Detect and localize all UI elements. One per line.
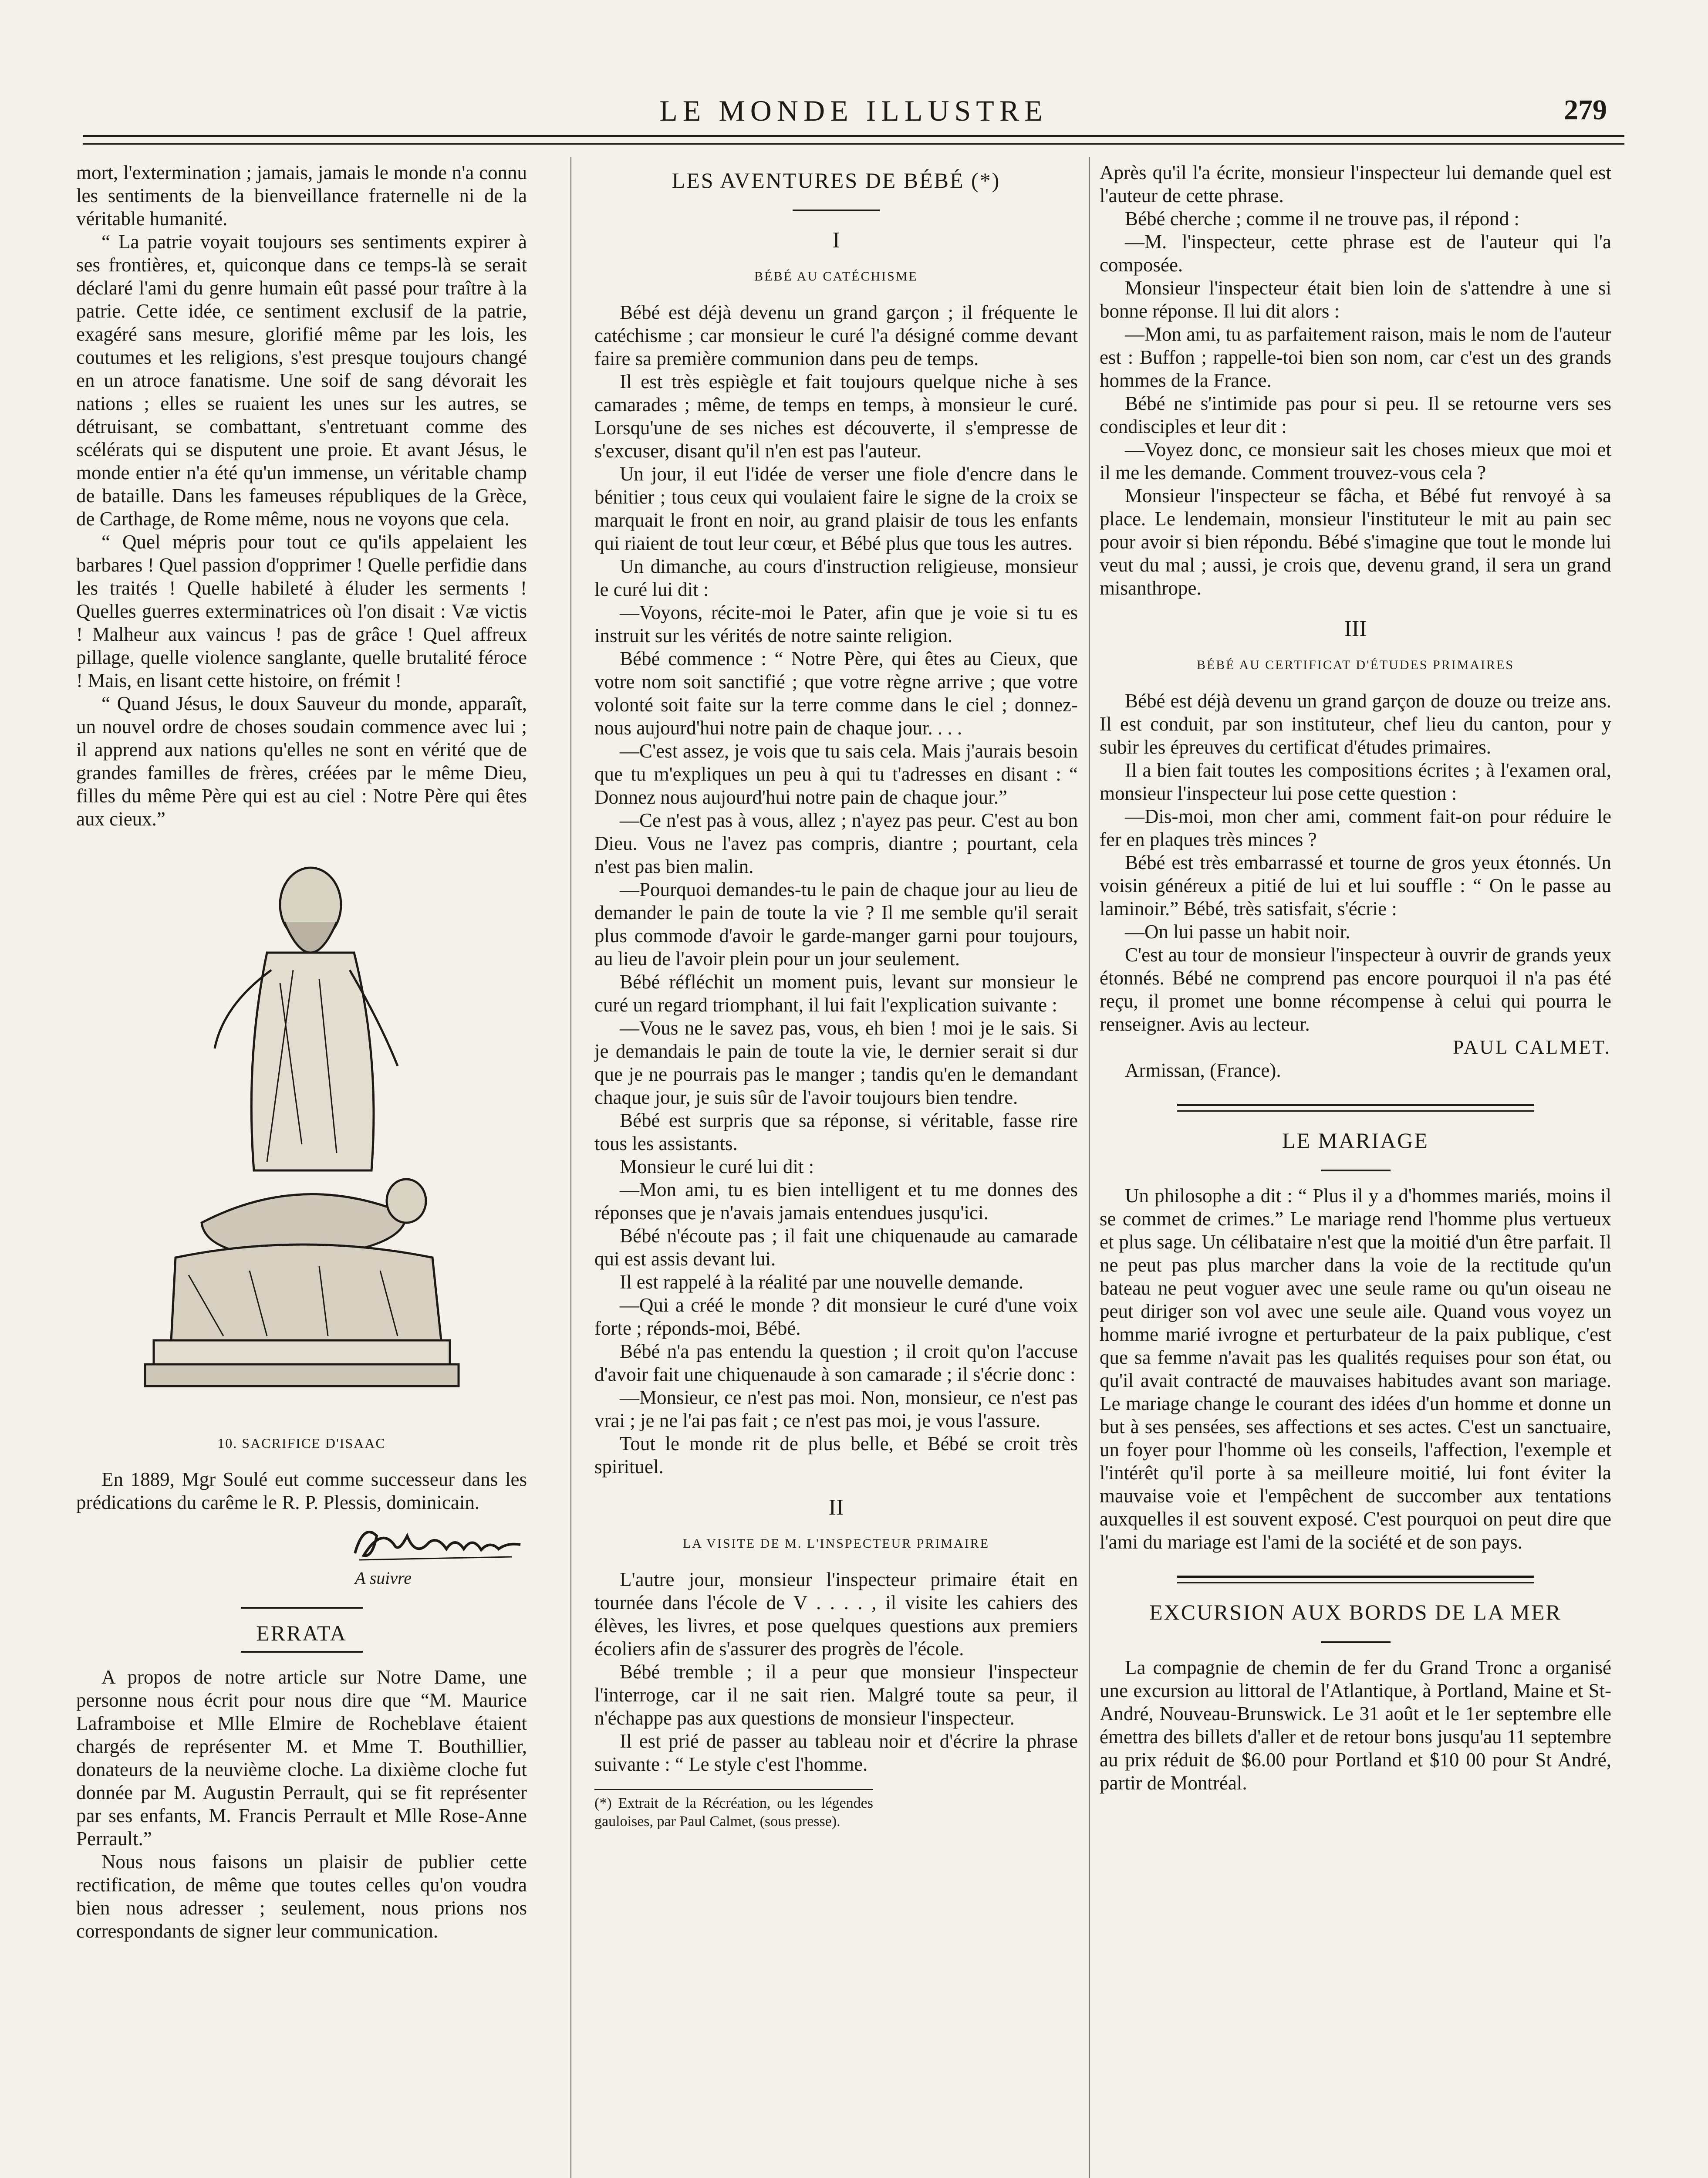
paragraph: Bébé est très embarrassé et tourne de gros yeux étonnés. Un voisin généreux a pitié de lui et lui souffle : “ On le passe au laminoir.” Bébé, très satisfait, s'écrie : (1100, 852, 1611, 920)
column-divider (570, 157, 571, 2178)
section-title-mariage: LE MARIAGE (1282, 1128, 1429, 1153)
paragraph: Bébé est déjà devenu un grand garçon de douze ou treize ans. Il est conduit, par son instituteur, chef lieu du canton, pour y subir les épreuves du certificat d'études primaires. (1100, 690, 1611, 758)
paragraph: “ Quel mépris pour tout ce qu'ils appelaient les barbares ! Quel passion d'opprimer ! Quelle perfidie dans les traités ! Quelle habileté à éluder les serments ! Quelles guerres exterminatrices où l'on disait : Væ victis ! Malheur aux vaincus ! pas de grâce ! Quel affreux pillage, quelle violence sanglante, quelle brutalité féroce ! Mais, en lisant cette histoire, on frémit ! (76, 531, 527, 691)
paragraph: Bébé tremble ; il a peur que monsieur l'inspecteur l'interroge, car il ne sait rien. Malgré toute sa peur, il n'échappe pas aux questions de monsieur l'inspecteur. (594, 1661, 1078, 1729)
section-title-errata: ERRATA (256, 1621, 347, 1645)
paragraph: —M. l'inspecteur, cette phrase est de l'auteur qui l'a composée. (1100, 231, 1611, 276)
paragraph: Bébé ne s'intimide pas pour si peu. Il se retourne vers ses condisciples et leur dit : (1100, 392, 1611, 437)
paragraph: —Voyez donc, ce monsieur sait les choses mieux que moi et il me les demande. Comment trouvez-vous cela ? (1100, 439, 1611, 484)
paragraph: L'autre jour, monsieur l'inspecteur primaire était en tournée dans l'école de V . . . . , il visite les cahiers des élèves, les livres, et pose quelques questions aux premiers écoliers afin de s'assurer des progrès de l'école. (594, 1569, 1078, 1660)
to-be-continued: A suivre (355, 1568, 412, 1588)
chapter-number: III (1344, 616, 1367, 641)
paragraph: —C'est assez, je vois que tu sais cela. Mais j'aurais besoin que tu m'expliques un peu à qui tu t'adresses en disant : “ Donnez nous aujourd'hui notre pain de chaque jour.” (594, 740, 1078, 808)
paragraph: Bébé est surpris que sa réponse, si véritable, fasse rire tous les assistants. (594, 1109, 1078, 1154)
chapter-title: BÉBÉ AU CATÉCHISME (754, 269, 918, 284)
paragraph: Il est prié de passer au tableau noir et d'écrire la phrase suivante : “ Le style c'est l'homme. (594, 1730, 1078, 1775)
paragraph: —Dis-moi, mon cher ami, comment fait-on pour réduire le fer en plaques très minces ? (1100, 805, 1611, 850)
paragraph: Un dimanche, au cours d'instruction religieuse, monsieur le curé lui dit : (594, 555, 1078, 600)
paragraph: —Vous ne le savez pas, vous, eh bien ! moi je le sais. Si je demandais le pain de toute la vie, le dernier serait si dur que je ne pourrais pas le manger ; tandis qu'en le demandant chaque jour, je suis sûr de l'avoir toujours bien tendre. (594, 1017, 1078, 1108)
paragraph: Bébé commence : “ Notre Père, qui êtes au Cieux, que votre nom soit sanctifié ; que votre règne arrive ; que votre volonté soit faite sur la terre comme dans le ciel ; donnez-nous aujourd'hui notre pain de chaque jour. . . . (594, 648, 1078, 739)
chapter-title: BÉBÉ AU CERTIFICAT D'ÉTUDES PRIMAIRES (1196, 658, 1515, 672)
article-title: LES AVENTURES DE BÉBÉ (*) (672, 168, 1001, 193)
chapter-title: LA VISITE DE M. L'INSPECTEUR PRIMAIRE (682, 1536, 990, 1551)
paragraph: Bébé n'écoute pas ; il fait une chiquenaude au camarade qui est assis devant lui. (594, 1225, 1078, 1270)
column-2 (594, 161, 1078, 1831)
paragraph: —Mon ami, tu as parfaitement raison, mais le nom de l'auteur est : Buffon ; rappelle-toi bien son nom, car c'est un des grands hommes de la France. (1100, 323, 1611, 391)
section-rule (793, 210, 880, 211)
paragraph: Tout le monde rit de plus belle, et Bébé se croit très spirituel. (594, 1433, 1078, 1478)
paragraph: mort, l'extermination ; jamais, jamais le monde n'a connu les sentiments de la bienveillance fraternelle ni de la véritable humanité. (76, 162, 527, 230)
column-1 (76, 161, 527, 1943)
paragraph: C'est au tour de monsieur l'inspecteur à ouvrir de grands yeux étonnés. Bébé ne comprend pas encore pourquoi il n'a pas été reçu, il promet une bonne récompense à celui qui pourra le renseigner. Avis au lecteur. (1100, 944, 1611, 1035)
paragraph: Bébé réfléchit un moment puis, levant sur monsieur le curé un regard triomphant, il lui fait l'explication suivante : (594, 971, 1078, 1016)
paragraph: —Pourquoi demandes-tu le pain de chaque jour au lieu de demander le pain de toute la vie ? Il me semble qu'il serait plus commode d'avoir le garde-manger garni pour toujours, au lieu de l'avoir plein pour un jour seulement. (594, 879, 1078, 970)
section-title-excursion: EXCURSION AUX BORDS DE LA MER (1149, 1600, 1562, 1624)
paragraph: Un jour, il eut l'idée de verser une fiole d'encre dans le bénitier ; tous ceux qui voulaient faire le signe de la croix se marquait le front en noir, au grand plaisir de tous les enfants qui riaient de tout leur cœur, et Bébé plus que tous les autres. (594, 463, 1078, 554)
section-rule (241, 1651, 363, 1653)
paragraph: La compagnie de chemin de fer du Grand Tronc a organisé une excursion au littoral de l'Atlantique, à Portland, Maine et St-André, Nouveau-Brunswick. Le 31 août et le 1er septembre elle émettra des billets d'aller et de retour bons jusqu'au 11 septembre au prix réduit de $6.00 pour Portland et $10 00 pour St André, partir de Montréal. (1100, 1657, 1611, 1794)
paragraph: Nous nous faisons un plaisir de publier cette rectification, de même que toutes celles qu'on voudra bien nous adresser ; seulement, nous prions nos correspondants de signer leur communication. (76, 1851, 527, 1942)
section-rule (1321, 1641, 1391, 1643)
paragraph: En 1889, Mgr Soulé eut comme successeur dans les prédications du carême le R. P. Plessis, dominicain. (76, 1468, 527, 1513)
chapter-number: II (828, 1495, 844, 1520)
chapter-number: I (832, 228, 840, 253)
paragraph: “ La patrie voyait toujours ses sentiments expirer à ses frontières, et, quiconque dans ce temps-là se serait déclaré l'ami du genre humain eût passé pour traître à la patrie. Cette idée, ce sentiment exclusif de la patrie, exagéré sans mesure, glorifié même par les lois, les coutumes et les religions, s'est presque toujours changé en un atroce fanatisme. Une soif de sang dévorait les nations ; elles se ruaient les unes sur les autres, se détruisant, se combattant, s'entretuant comme des scélérats qui se disputent une proie. Et avant Jésus, le monde entier n'a été qu'un immense, un véritable champ de bataille. Dans les fameuses républiques de la Grèce, de Carthage, de Rome même, nous ne voyons que cela. (76, 231, 527, 530)
author-signature: PAUL CALMET. (1453, 1036, 1611, 1058)
paragraph: Il a bien fait toutes les compositions écrites ; à l'examen oral, monsieur l'inspecteur lui pose cette question : (1100, 759, 1611, 804)
section-rule (1321, 1170, 1391, 1171)
paragraph: Monsieur l'inspecteur était bien loin de s'attendre à une si bonne réponse. Il lui dit alors : (1100, 277, 1611, 322)
paragraph: Monsieur l'inspecteur se fâcha, et Bébé fut renvoyé à sa place. Le lendemain, monsieur l'instituteur le mit au pain sec pour avoir si bien répondu. Bébé s'imagine que tout le monde lui veut du mal ; aussi, je crois que, devenu grand, il sera un grand misanthrope. (1100, 485, 1611, 599)
paragraph: Bébé n'a pas entendu la question ; il croit qu'on l'accuse d'avoir fait une chiquenaude à son camarade ; il s'écrie donc : (594, 1340, 1078, 1385)
paragraph: Il est très espiègle et fait toujours quelque niche à ses camarades ; même, de temps en temps, à monsieur le curé. Lorsqu'une de ses niches est découverte, il s'empresse de s'excuser, disant qu'il n'en est pas l'auteur. (594, 371, 1078, 462)
page-header (83, 94, 1624, 133)
page-number: 279 (1564, 94, 1607, 126)
illustration-caption: 10. SACRIFICE D'ISAAC (217, 1435, 386, 1451)
section-rule (241, 1607, 363, 1609)
paragraph: Armissan, (France). (1125, 1059, 1281, 1081)
paragraph: —Ce n'est pas à vous, allez ; n'ayez pas peur. C'est au bon Dieu. Vous ne l'avez pas compris, diantre ; pourtant, cela n'est pas bien malin. (594, 809, 1078, 877)
paragraph: —Voyons, récite-moi le Pater, afin que je voie si tu es instruit sur les vérités de notre sainte religion. (594, 602, 1078, 646)
handwritten-signature (346, 1519, 529, 1566)
column-3 (1100, 161, 1611, 1795)
paragraph: —Monsieur, ce n'est pas moi. Non, monsieur, ce n'est pas vrai ; je ne l'ai pas fait ; ce n'est pas moi, je vous l'assure. (594, 1387, 1078, 1431)
sacrifice-of-isaac-illustration (136, 839, 467, 1427)
paragraph: Bébé est déjà devenu un grand garçon ; il fréquente le catéchisme ; car monsieur le curé l'a désigné comme devant faire sa première communion dans peu de temps. (594, 301, 1078, 369)
paragraph: “ Quand Jésus, le doux Sauveur du monde, apparaît, un nouvel ordre de choses soudain commence avec lui ; il apprend aux nations qu'elles ne sont en vérité que de grandes familles de frères, créées par le même Dieu, filles du même Père qui est au ciel : Notre Père qui êtes aux cieux.” (76, 693, 527, 830)
paragraph: —Mon ami, tu es bien intelligent et tu me donnes des réponses que je n'avais jamais entendues jusqu'ici. (594, 1179, 1078, 1224)
header-rule (83, 135, 1624, 145)
paragraph: Bébé cherche ; comme il ne trouve pas, il répond : (1125, 208, 1519, 230)
column-divider (1089, 157, 1090, 2178)
section-rule (1177, 1104, 1534, 1112)
section-rule (1177, 1576, 1534, 1583)
paragraph: Monsieur le curé lui dit : (620, 1156, 814, 1177)
paragraph: Après qu'il l'a écrite, monsieur l'inspecteur lui demande quel est l'auteur de cette phrase. (1100, 162, 1611, 206)
paragraph: A propos de notre article sur Notre Dame, une personne nous écrit pour nous dire que “M. Maurice Laframboise et Mlle Elmire de Rocheblave étaient chargés de représenter M. et Mme T. Bouthillier, donateurs de la neuvième cloche. La dixième cloche fut donnée par M. Augustin Perrault, qui se fit représenter par ses enfants, M. Francis Perrault et Mlle Rose-Anne Perrault.” (76, 1666, 527, 1850)
footnote: (*) Extrait de la Récréation, ou les légendes gauloises, par Paul Calmet, (sous presse). (594, 1789, 873, 1831)
paragraph: Il est rappelé à la réalité par une nouvelle demande. (620, 1271, 1024, 1293)
newspaper-title: LE MONDE ILLUSTRE (659, 94, 1048, 127)
paragraph: Un philosophe a dit : “ Plus il y a d'hommes mariés, moins il se commet de crimes.” Le mariage rend l'homme plus vertueux et plus sage. Un célibataire n'est que la moitié d'un être parfait. Il ne peut pas plus marcher dans la voie de la rectitude qu'un bateau ne peut voguer avec une seule rame ou qu'un oiseau ne peut diriger son vol avec une seule aile. Quand vous voyez un homme marié ivrogne et perturbateur de la paix publique, c'est que sa femme n'avait pas les qualités requises pour son état, ou qu'il avait contracté de mauvaises habitudes avant son mariage. Le mariage change le courant des idées d'un homme et donne un but à ses pensées, ses affections et ses actes. C'est un sanctuaire, un foyer pour l'homme où les conseils, l'affection, l'exemple et l'intérêt qu'il porte à sa meilleure moitié, lui font éviter la mauvaise voie et l'empêchent de succomber aux tentations auxquelles il est souvent exposé. C'est pourquoi on peut dire que l'ami du mariage est l'ami de la société et de son pays. (1100, 1185, 1611, 1553)
paragraph: —Qui a créé le monde ? dit monsieur le curé d'une voix forte ; réponds-moi, Bébé. (594, 1294, 1078, 1339)
paragraph: —On lui passe un habit noir. (1125, 921, 1350, 943)
